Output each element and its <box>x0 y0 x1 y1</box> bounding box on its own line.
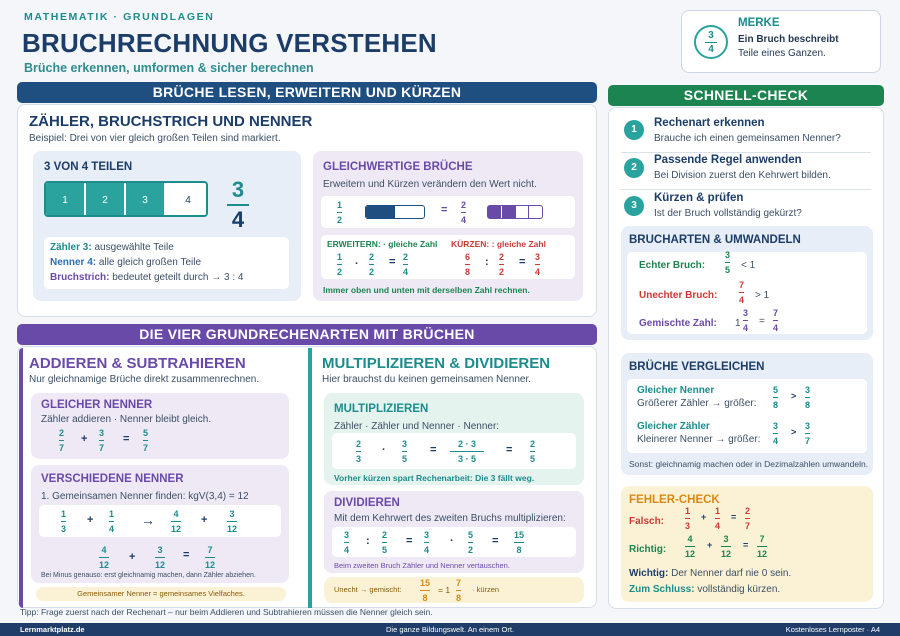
page-subtitle: Brüche erkennen, umformen & sicher berechnen <box>24 61 314 75</box>
part-segment: 4 <box>166 183 208 217</box>
tip-text: Tipp: Frage zuerst nach der Rechenart – nur beim Addieren und Subtrahieren müssen die Nenner gleich sein. <box>20 607 433 617</box>
fehler-card: FEHLER-CHECK Falsch: 1 3 + 1 4 = 2 7 Richtig: 4 12 + 3 12 = 7 12 Wichtig: Der Nenner darf nie 0 sein. Zum Schluss: vollständig kürzen. <box>621 486 873 602</box>
divide-card: DIVIDIEREN Mit dem Kehrwert des zweiten Bruchs multiplizieren: 3 4 : 2 5 = 3 4 · 5 2 = 15 8 Beim zweiten Bruch Zähler und Nenner vertauschen. <box>324 491 584 573</box>
fraction-two-quarters: 2 4 <box>461 200 467 225</box>
section-title: ZÄHLER, BRUCHSTRICH UND NENNER <box>29 113 313 130</box>
same-denominator-card: GLEICHER NENNER Zähler addieren · Nenner bleibt gleich. 2 7 + 3 7 = 5 7 <box>31 393 289 459</box>
merke-box <box>681 10 881 73</box>
add-intro: Nur gleichnamige Brüche direkt zusammenrechnen. <box>29 374 260 385</box>
multiply-card: MULTIPLIZIEREN Zähler · Zähler und Nenner · Nenner: 2 3 · 3 5 = 2 · 3 3 · 5 = 2 5 Vorher kürzen spart Rechenarbeit: Die 3 fällt weg. <box>324 393 584 485</box>
compare-card: BRÜCHE VERGLEICHEN Gleicher Nenner Größerer Zähler → größer: 5 8 > 3 8 Gleicher Zähler Kleinerer Nenner → größer: 3 4 > 3 7 Sonst: gleichnamig machen oder in Dezimalzahlen umwandeln. <box>621 353 873 475</box>
part-segment: 2 <box>86 183 126 217</box>
equiv-note: Immer oben und unten mit derselben Zahl rechnen. <box>323 285 530 295</box>
step-number-1: 1 <box>624 120 644 140</box>
add-title: ADDIEREN & SUBTRAHIEREN <box>29 355 246 372</box>
merke-title: MERKE <box>738 17 780 29</box>
step-number-2: 2 <box>624 158 644 178</box>
mul-intro: Hier brauchst du keinen gemeinsamen Nenner. <box>322 374 532 385</box>
step-number-3: 3 <box>624 196 644 216</box>
types-card: BRUCHARTEN & UMWANDELN Echter Bruch: 3 5 < 1 Unechter Bruch: 7 4 > 1 Gemischte Zahl: 1 3 4 = 7 4 <box>621 226 873 340</box>
page-title: BRUCHRECHNUNG VERSTEHEN <box>22 28 437 58</box>
half-bar <box>365 205 425 219</box>
parts-legend: Zähler 3: ausgewählte Teile Nenner 4: alle gleich großen Teile Bruchstrich: bedeutet geteilt durch → 3 : 4 <box>44 237 289 289</box>
mul-title: MULTIPLIZIEREN & DIVIDIEREN <box>322 355 551 372</box>
section-bar-check: SCHNELL-CHECK <box>608 85 884 106</box>
teile-card <box>33 151 301 301</box>
section-bar-lesen: BRÜCHE LESEN, ERWEITERN UND KÜRZEN <box>17 82 597 103</box>
teile-title: 3 VON 4 TEILEN <box>44 161 133 173</box>
fraction-badge-icon: 3 4 <box>694 25 728 59</box>
big-fraction: 3 4 <box>227 179 249 231</box>
erw-kur-box: ERWEITERN: · gleiche Zahl KÜRZEN: : gleiche Zahl 1 2 · 2 2 = 2 4 6 8 : 2 2 = 3 4 <box>321 235 575 279</box>
merke-line1: Ein Bruch beschreibt <box>738 34 839 45</box>
part-segment: 3 <box>126 183 166 217</box>
equiv-row: 1 2 = 2 4 <box>321 196 575 228</box>
panel-lesen <box>17 104 597 317</box>
brand-label: MATHEMATIK · GRUNDLAGEN <box>24 11 215 23</box>
quarter-bar <box>487 205 543 219</box>
section-bar-rechenarten: DIE VIER GRUNDRECHENARTEN MIT BRÜCHEN <box>17 324 597 345</box>
fraction-half: 1 2 <box>337 200 343 225</box>
parts-bar <box>44 181 208 217</box>
footer <box>0 623 900 636</box>
footer-right: Kostenloses Lernposter · A4 <box>785 625 880 634</box>
part-segment: 1 <box>46 183 86 217</box>
equiv-card <box>313 151 583 301</box>
diff-denominator-card: VERSCHIEDENE NENNER 1. Gemeinsamen Nenner finden: kgV(3,4) = 12 1 3 + 1 4 → 4 12 + 3 12 4 12 + 3 12 = 7 12 Bei Minus genauso: erst gleichnamig machen, dann Zähler abziehen. <box>31 465 289 583</box>
equiv-title: GLEICHWERTIGE BRÜCHE <box>323 161 473 173</box>
hint-box: Gemeinsamer Nenner = gemeinsames Vielfaches. <box>36 587 286 601</box>
section-intro: Beispiel: Drei von vier gleich großen Teilen sind markiert. <box>29 133 281 144</box>
footer-left[interactable]: Lernmarktplatz.de <box>20 625 85 634</box>
improper-card: Unecht → gemischt: 15 8 = 1 7 8 · kürzen <box>324 577 584 603</box>
arrow-right-icon: → <box>141 512 155 528</box>
footer-center: Die ganze Bildungswelt. An einem Ort. <box>386 625 514 634</box>
panel-rechenarten <box>17 346 597 608</box>
equiv-text: Erweitern und Kürzen verändern den Wert nicht. <box>323 179 537 190</box>
merke-line2: Teile eines Ganzen. <box>738 48 826 59</box>
panel-check: 1 Rechenart erkennen Brauche ich einen gemeinsamen Nenner? 2 Passende Regel anwenden Bei Division zuerst den Kehrwert bilden. 3 Kürzen & prüfen Ist der Bruch vollständig gekürzt? BRUCHARTEN & UMWANDELN Echter Bruch: 3 5 < 1 Unechter Bruch: 7 4 > 1 Gemischte Zahl: 1 3 4 = 7 4 BRÜCHE VERGLEICHEN Gleicher Nenner Größerer Zähler → größer: 5 8 > 3 8 Gleicher Zähler Kleinerer Nenner → größer: 3 4 > 3 7 Sonst: gleichnamig machen oder in Dezimalzahlen umwandeln. FEHLER-CHECK Falsch: 1 3 + 1 4 = 2 7 Richtig: 4 12 + 3 12 = 7 12 Wichtig: Der Nenner darf nie 0 sein. Zum Schluss: vollständig kürzen. <box>608 107 884 609</box>
